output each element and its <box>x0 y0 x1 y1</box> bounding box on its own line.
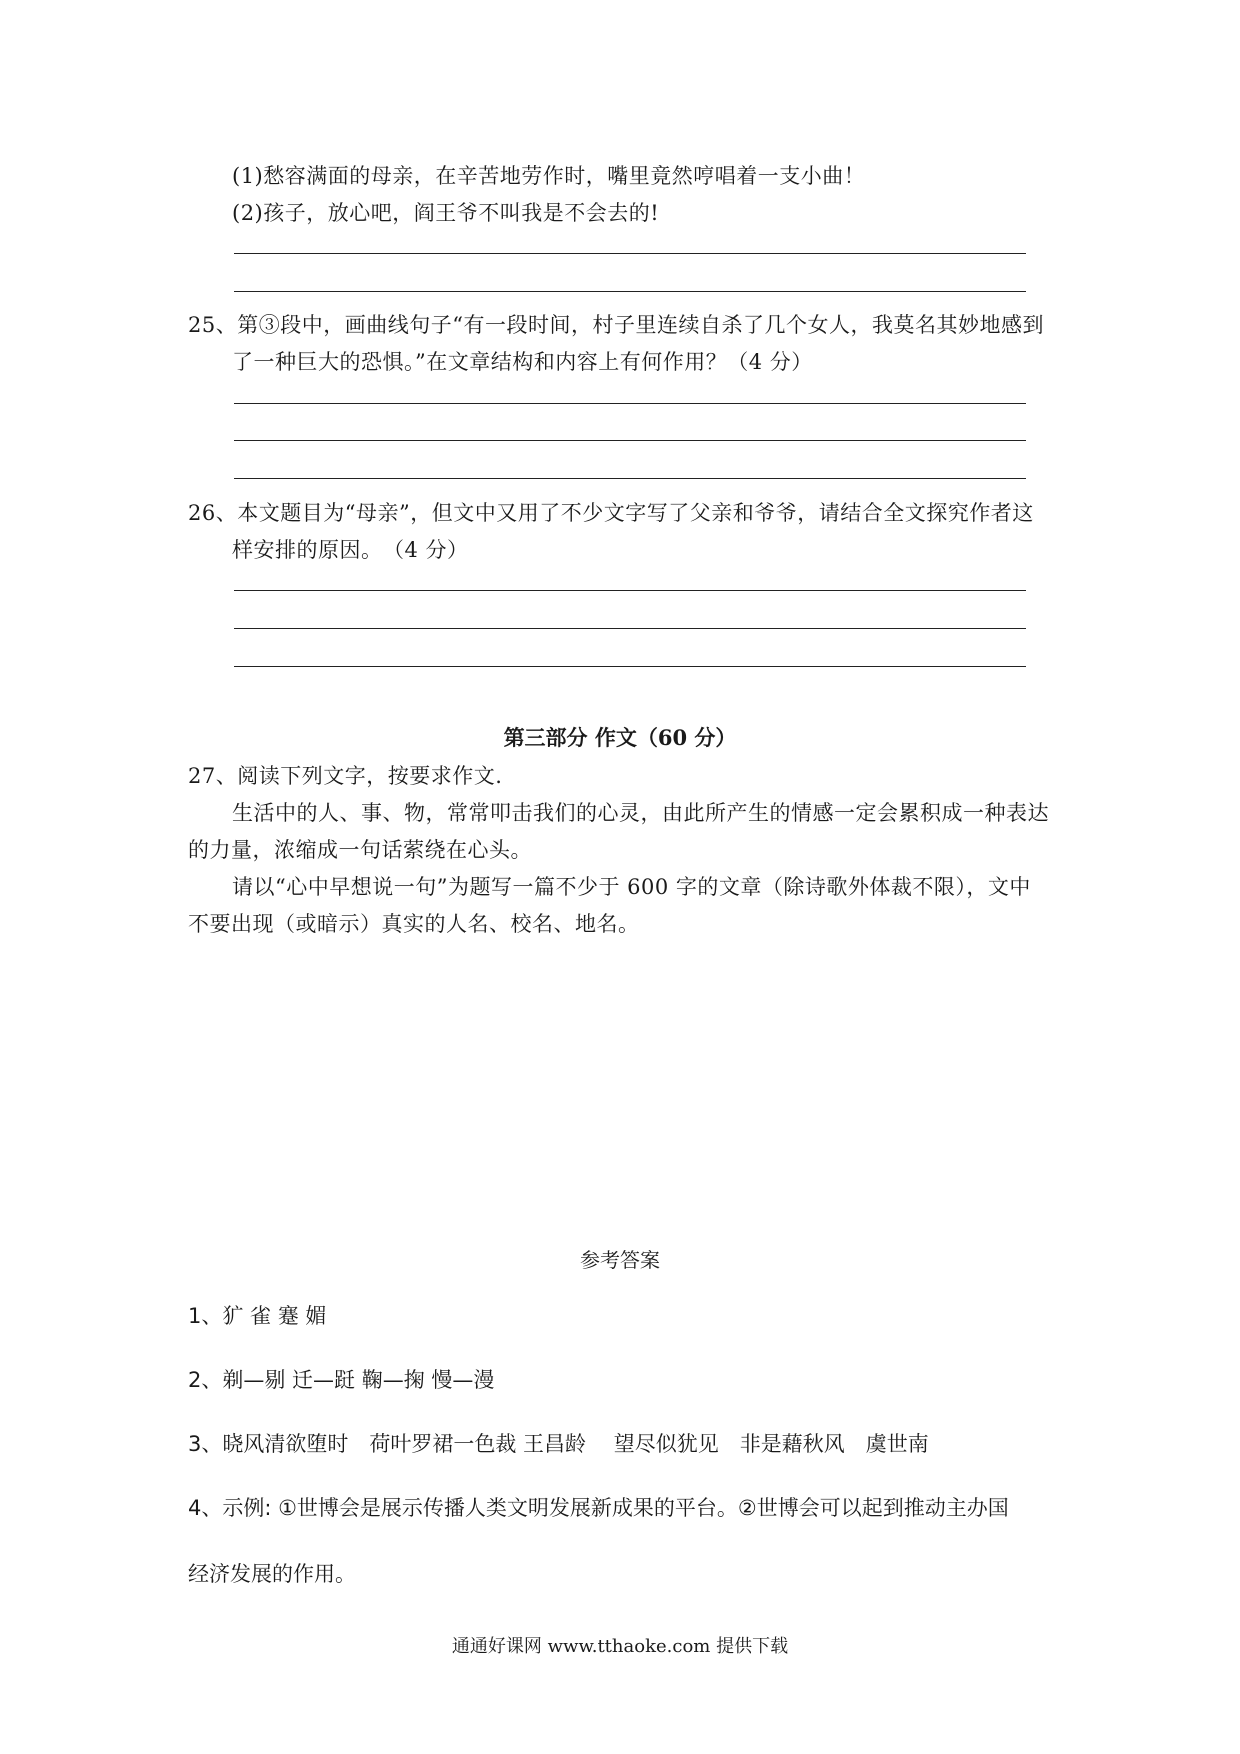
answer-4-line-2: 经济发展的作用。 <box>188 1562 356 1586</box>
answer-line <box>234 403 1026 404</box>
answer-4-line-1: 4、示例: ①世博会是展示传播人类文明发展新成果的平台。②世博会可以起到推动主办国 <box>188 1496 1009 1520</box>
answer-line <box>234 628 1026 629</box>
q27-paragraph-1-line-2: 的力量，浓缩成一句话萦绕在心头。 <box>188 838 532 862</box>
q24-sentence-2: (2)孩子，放心吧，阎王爷不叫我是不会去的! <box>232 201 660 225</box>
q27-paragraph-2-line-1: 请以“心中早想说一句”为题写一篇不少于 600 字的文章（除诗歌外体裁不限），文中 <box>232 875 1031 899</box>
answer-line <box>234 253 1026 254</box>
part3-heading: 第三部分 作文（60 分） <box>503 725 737 750</box>
q27-paragraph-1-line-1: 生活中的人、事、物，常常叩击我们的心灵，由此所产生的情感一定会累积成一种表达 <box>232 801 1049 825</box>
answer-line <box>234 590 1026 591</box>
answer-2: 2、剃—剔 迁—跹 鞠—掬 慢—漫 <box>188 1368 495 1392</box>
answer-3: 3、晓风清欲堕时 荷叶罗裙一色裁 王昌龄 望尽似犹见 非是藉秋风 虞世南 <box>188 1432 929 1456</box>
answer-line <box>234 478 1026 479</box>
q27-paragraph-2-line-2: 不要出现（或暗示）真实的人名、校名、地名。 <box>188 912 640 936</box>
answer-line <box>234 666 1026 667</box>
q25-text-line-2: 了一种巨大的恐惧。”在文章结构和内容上有何作用？（4 分） <box>232 350 813 374</box>
answer-1: 1、犷 雀 蹇 媚 <box>188 1304 327 1328</box>
answer-line <box>234 291 1026 292</box>
q25-text-line-1: 25、第③段中，画曲线句子“有一段时间，村子里连续自杀了几个女人，我莫名其妙地感到 <box>188 313 1044 337</box>
q26-text-line-1: 26、本文题目为“母亲”，但文中又用了不少文字写了父亲和爷爷，请结合全文探究作者这 <box>188 501 1034 525</box>
page-footer: 通通好课网 www.tthaoke.com 提供下载 <box>451 1636 789 1657</box>
q26-text-line-2: 样安排的原因。 （4 分） <box>232 538 469 562</box>
answer-line <box>234 440 1026 441</box>
q27-prompt: 27、阅读下列文字，按要求作文. <box>188 764 503 788</box>
answers-title: 参考答案 <box>580 1248 660 1272</box>
q24-sentence-1: (1)愁容满面的母亲，在辛苦地劳作时，嘴里竟然哼唱着一支小曲！ <box>232 164 866 188</box>
